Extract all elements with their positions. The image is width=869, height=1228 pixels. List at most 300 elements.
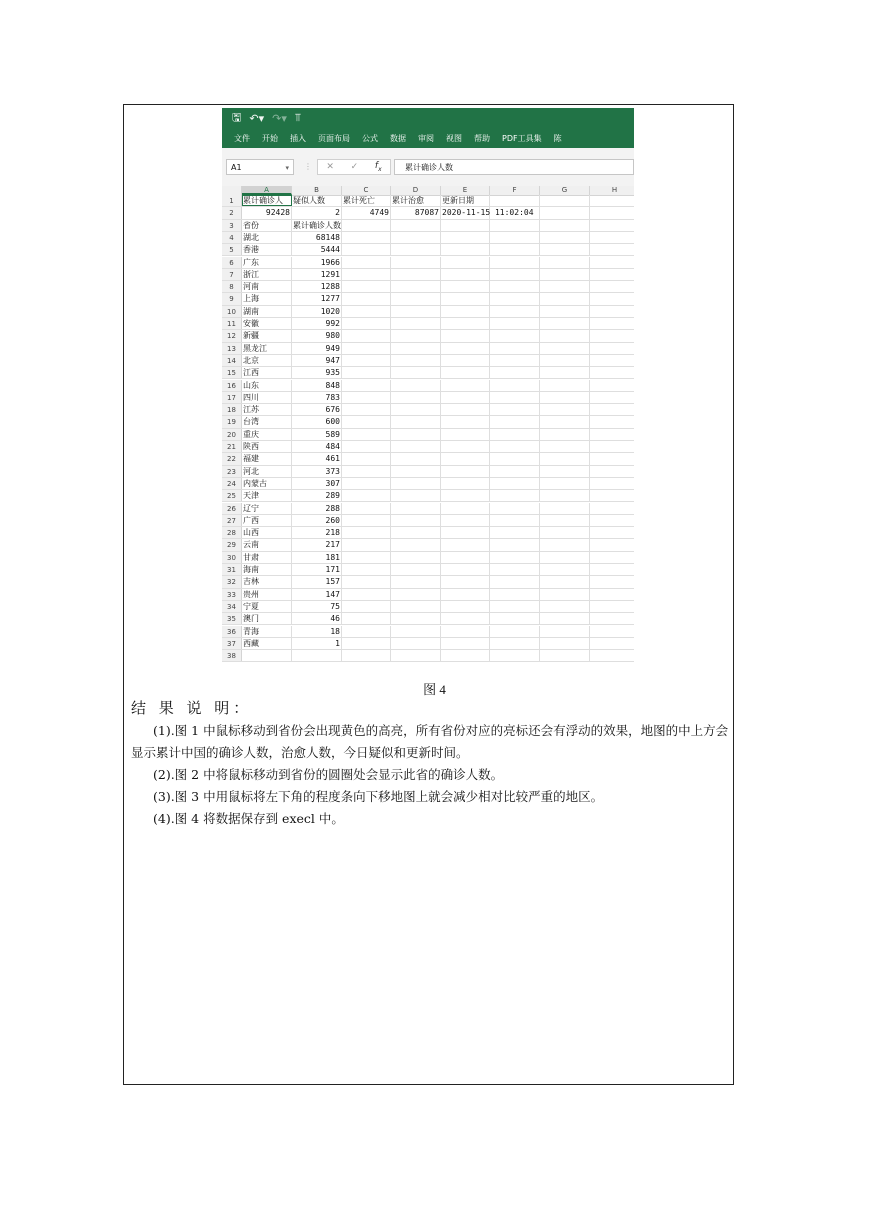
- table-cell[interactable]: [441, 318, 490, 329]
- table-cell[interactable]: [342, 527, 391, 538]
- table-cell[interactable]: [590, 429, 634, 440]
- table-cell[interactable]: [540, 367, 590, 378]
- table-cell[interactable]: 累计治愈: [391, 195, 441, 206]
- ribbon-tab[interactable]: PDF工具集: [502, 133, 542, 143]
- table-cell[interactable]: 山东: [242, 380, 292, 391]
- table-cell[interactable]: [590, 232, 634, 243]
- table-cell[interactable]: 福建: [242, 453, 292, 464]
- table-cell[interactable]: [441, 564, 490, 575]
- row-number[interactable]: 35: [222, 613, 242, 624]
- table-cell[interactable]: [490, 367, 540, 378]
- table-cell[interactable]: [590, 195, 634, 206]
- column-header[interactable]: C: [342, 186, 391, 195]
- table-cell[interactable]: 河北: [242, 466, 292, 477]
- table-cell[interactable]: 288: [292, 503, 342, 514]
- table-cell[interactable]: [540, 539, 590, 550]
- table-cell[interactable]: 云南: [242, 539, 292, 550]
- table-cell[interactable]: [441, 281, 490, 292]
- table-cell[interactable]: [490, 576, 540, 587]
- table-cell[interactable]: 重庆: [242, 429, 292, 440]
- table-cell[interactable]: [590, 478, 634, 489]
- table-cell[interactable]: [540, 392, 590, 403]
- row-number[interactable]: 3: [222, 220, 242, 231]
- table-cell[interactable]: 北京: [242, 355, 292, 366]
- table-cell[interactable]: [540, 293, 590, 304]
- table-cell[interactable]: [540, 503, 590, 514]
- table-cell[interactable]: [342, 589, 391, 600]
- row-number[interactable]: 22: [222, 453, 242, 464]
- table-cell[interactable]: 289: [292, 490, 342, 501]
- table-cell[interactable]: 147: [292, 589, 342, 600]
- row-number[interactable]: 12: [222, 330, 242, 341]
- table-cell[interactable]: [540, 453, 590, 464]
- table-cell[interactable]: 上海: [242, 293, 292, 304]
- table-cell[interactable]: 1966: [292, 257, 342, 268]
- table-cell[interactable]: [342, 343, 391, 354]
- table-cell[interactable]: 累计确诊人: [242, 195, 292, 206]
- table-cell[interactable]: [490, 601, 540, 612]
- table-cell[interactable]: [342, 232, 391, 243]
- table-cell[interactable]: [441, 367, 490, 378]
- table-cell[interactable]: [342, 441, 391, 452]
- table-cell[interactable]: [391, 293, 441, 304]
- table-cell[interactable]: [590, 392, 634, 403]
- table-cell[interactable]: [342, 552, 391, 563]
- table-cell[interactable]: [441, 429, 490, 440]
- table-cell[interactable]: 461: [292, 453, 342, 464]
- table-cell[interactable]: [540, 330, 590, 341]
- table-cell[interactable]: 2: [292, 207, 342, 218]
- table-cell[interactable]: 天津: [242, 490, 292, 501]
- table-cell[interactable]: [590, 466, 634, 477]
- table-cell[interactable]: [441, 330, 490, 341]
- row-number[interactable]: 29: [222, 539, 242, 550]
- row-number[interactable]: 33: [222, 589, 242, 600]
- table-cell[interactable]: [391, 539, 441, 550]
- column-header[interactable]: E: [441, 186, 490, 195]
- table-cell[interactable]: [342, 306, 391, 317]
- table-cell[interactable]: [342, 244, 391, 255]
- table-cell[interactable]: [342, 281, 391, 292]
- table-cell[interactable]: [590, 503, 634, 514]
- table-cell[interactable]: [490, 232, 540, 243]
- table-cell[interactable]: [590, 207, 634, 218]
- table-cell[interactable]: [342, 490, 391, 501]
- table-cell[interactable]: [590, 552, 634, 563]
- table-cell[interactable]: [342, 539, 391, 550]
- table-cell[interactable]: [342, 453, 391, 464]
- table-cell[interactable]: [441, 404, 490, 415]
- table-cell[interactable]: [590, 650, 634, 661]
- table-cell[interactable]: [391, 416, 441, 427]
- table-cell[interactable]: 江苏: [242, 404, 292, 415]
- table-cell[interactable]: 青海: [242, 626, 292, 637]
- table-cell[interactable]: 992: [292, 318, 342, 329]
- row-number[interactable]: 30: [222, 552, 242, 563]
- table-cell[interactable]: [490, 589, 540, 600]
- table-cell[interactable]: 75: [292, 601, 342, 612]
- table-cell[interactable]: [342, 650, 391, 661]
- table-cell[interactable]: [590, 613, 634, 624]
- table-cell[interactable]: [391, 601, 441, 612]
- table-cell[interactable]: [590, 318, 634, 329]
- row-number[interactable]: 21: [222, 441, 242, 452]
- table-cell[interactable]: [490, 466, 540, 477]
- table-cell[interactable]: [490, 355, 540, 366]
- table-cell[interactable]: [540, 306, 590, 317]
- table-cell[interactable]: [441, 626, 490, 637]
- table-cell[interactable]: 676: [292, 404, 342, 415]
- table-cell[interactable]: [391, 576, 441, 587]
- customize-toolbar-icon[interactable]: ⫪: [294, 111, 302, 124]
- table-cell[interactable]: 台湾: [242, 416, 292, 427]
- redo-icon[interactable]: ↷▾: [272, 111, 287, 125]
- table-cell[interactable]: [590, 564, 634, 575]
- table-cell[interactable]: [342, 392, 391, 403]
- table-cell[interactable]: [590, 638, 634, 649]
- table-cell[interactable]: [391, 343, 441, 354]
- table-cell[interactable]: [391, 330, 441, 341]
- table-cell[interactable]: [490, 220, 540, 231]
- table-cell[interactable]: 68148: [292, 232, 342, 243]
- table-cell[interactable]: [590, 527, 634, 538]
- ribbon-tab[interactable]: 插入: [290, 133, 306, 143]
- ribbon-tab[interactable]: 文件: [234, 133, 250, 143]
- table-cell[interactable]: [490, 638, 540, 649]
- table-cell[interactable]: [590, 490, 634, 501]
- table-cell[interactable]: 海南: [242, 564, 292, 575]
- table-cell[interactable]: [590, 293, 634, 304]
- table-cell[interactable]: [540, 589, 590, 600]
- table-cell[interactable]: [540, 564, 590, 575]
- table-cell[interactable]: [441, 539, 490, 550]
- table-cell[interactable]: [342, 601, 391, 612]
- row-number[interactable]: 16: [222, 380, 242, 391]
- table-cell[interactable]: [391, 466, 441, 477]
- table-cell[interactable]: [391, 515, 441, 526]
- table-cell[interactable]: [490, 416, 540, 427]
- table-cell[interactable]: 181: [292, 552, 342, 563]
- table-cell[interactable]: [342, 269, 391, 280]
- table-cell[interactable]: 江西: [242, 367, 292, 378]
- table-cell[interactable]: [441, 601, 490, 612]
- table-cell[interactable]: 980: [292, 330, 342, 341]
- table-cell[interactable]: [540, 515, 590, 526]
- table-cell[interactable]: [441, 478, 490, 489]
- table-cell[interactable]: [590, 626, 634, 637]
- table-cell[interactable]: [441, 453, 490, 464]
- table-cell[interactable]: [342, 220, 391, 231]
- table-cell[interactable]: 217: [292, 539, 342, 550]
- table-cell[interactable]: [590, 539, 634, 550]
- table-cell[interactable]: [540, 466, 590, 477]
- table-cell[interactable]: [490, 195, 540, 206]
- table-cell[interactable]: 484: [292, 441, 342, 452]
- table-cell[interactable]: 香港: [242, 244, 292, 255]
- table-cell[interactable]: [590, 220, 634, 231]
- table-cell[interactable]: 157: [292, 576, 342, 587]
- table-cell[interactable]: [540, 207, 590, 218]
- table-cell[interactable]: [391, 527, 441, 538]
- table-cell[interactable]: 1291: [292, 269, 342, 280]
- table-cell[interactable]: [490, 293, 540, 304]
- table-cell[interactable]: [540, 281, 590, 292]
- table-cell[interactable]: [391, 503, 441, 514]
- row-number[interactable]: 11: [222, 318, 242, 329]
- table-cell[interactable]: [441, 269, 490, 280]
- table-cell[interactable]: [590, 601, 634, 612]
- table-cell[interactable]: [391, 367, 441, 378]
- table-cell[interactable]: 西藏: [242, 638, 292, 649]
- table-cell[interactable]: [391, 392, 441, 403]
- row-number[interactable]: 13: [222, 343, 242, 354]
- row-number[interactable]: 10: [222, 306, 242, 317]
- table-cell[interactable]: 600: [292, 416, 342, 427]
- ribbon-tab[interactable]: 视图: [446, 133, 462, 143]
- table-cell[interactable]: [441, 392, 490, 403]
- row-number[interactable]: 26: [222, 503, 242, 514]
- column-header[interactable]: H: [590, 186, 634, 195]
- row-number[interactable]: 9: [222, 293, 242, 304]
- ribbon-tab[interactable]: 审阅: [418, 133, 434, 143]
- table-cell[interactable]: [490, 527, 540, 538]
- table-cell[interactable]: [540, 441, 590, 452]
- table-cell[interactable]: 贵州: [242, 589, 292, 600]
- table-cell[interactable]: [540, 576, 590, 587]
- table-cell[interactable]: 累计死亡: [342, 195, 391, 206]
- table-cell[interactable]: [490, 441, 540, 452]
- table-cell[interactable]: 260: [292, 515, 342, 526]
- table-cell[interactable]: [490, 626, 540, 637]
- table-cell[interactable]: [540, 478, 590, 489]
- table-cell[interactable]: [540, 613, 590, 624]
- table-cell[interactable]: [391, 441, 441, 452]
- table-cell[interactable]: [590, 416, 634, 427]
- table-cell[interactable]: [540, 416, 590, 427]
- column-header[interactable]: F: [490, 186, 540, 195]
- table-cell[interactable]: [590, 281, 634, 292]
- table-cell[interactable]: 18: [292, 626, 342, 637]
- table-cell[interactable]: [490, 552, 540, 563]
- table-cell[interactable]: 848: [292, 380, 342, 391]
- table-cell[interactable]: [540, 380, 590, 391]
- table-cell[interactable]: [490, 257, 540, 268]
- row-number[interactable]: 15: [222, 367, 242, 378]
- table-cell[interactable]: [441, 650, 490, 661]
- table-cell[interactable]: [391, 244, 441, 255]
- ribbon-tab[interactable]: 开始: [262, 133, 278, 143]
- table-cell[interactable]: 广东: [242, 257, 292, 268]
- table-cell[interactable]: [590, 269, 634, 280]
- table-cell[interactable]: [490, 650, 540, 661]
- table-cell[interactable]: [490, 343, 540, 354]
- table-cell[interactable]: [391, 380, 441, 391]
- table-cell[interactable]: [590, 404, 634, 415]
- table-cell[interactable]: [342, 515, 391, 526]
- table-cell[interactable]: [490, 429, 540, 440]
- table-cell[interactable]: [391, 613, 441, 624]
- row-number[interactable]: 27: [222, 515, 242, 526]
- table-cell[interactable]: [540, 638, 590, 649]
- row-number[interactable]: 17: [222, 392, 242, 403]
- row-number[interactable]: 8: [222, 281, 242, 292]
- undo-icon[interactable]: ↶▾: [249, 111, 265, 125]
- table-cell[interactable]: 辽宁: [242, 503, 292, 514]
- column-header[interactable]: A: [242, 186, 292, 195]
- table-cell[interactable]: [441, 380, 490, 391]
- table-cell[interactable]: [490, 306, 540, 317]
- table-cell[interactable]: [540, 601, 590, 612]
- table-cell[interactable]: [391, 429, 441, 440]
- table-cell[interactable]: [590, 355, 634, 366]
- table-cell[interactable]: [391, 638, 441, 649]
- table-cell[interactable]: 吉林: [242, 576, 292, 587]
- table-cell[interactable]: [342, 330, 391, 341]
- table-cell[interactable]: [391, 306, 441, 317]
- table-cell[interactable]: 累计确诊人数: [293, 220, 341, 230]
- row-number[interactable]: 6: [222, 257, 242, 268]
- table-cell[interactable]: 澳门: [242, 613, 292, 624]
- table-cell[interactable]: [441, 490, 490, 501]
- table-cell[interactable]: [490, 244, 540, 255]
- table-cell[interactable]: 1277: [292, 293, 342, 304]
- table-cell[interactable]: 宁夏: [242, 601, 292, 612]
- table-cell[interactable]: 省份: [242, 220, 292, 231]
- table-cell[interactable]: [490, 392, 540, 403]
- table-cell[interactable]: [540, 244, 590, 255]
- table-cell[interactable]: [490, 515, 540, 526]
- table-cell[interactable]: [391, 281, 441, 292]
- table-cell[interactable]: [342, 466, 391, 477]
- row-number[interactable]: 38: [222, 650, 242, 661]
- name-box[interactable]: A1 ▾: [226, 159, 294, 175]
- table-cell[interactable]: [441, 355, 490, 366]
- table-cell[interactable]: [490, 503, 540, 514]
- table-cell[interactable]: [441, 244, 490, 255]
- table-cell[interactable]: [590, 367, 634, 378]
- row-number[interactable]: 24: [222, 478, 242, 489]
- table-cell[interactable]: [490, 453, 540, 464]
- table-cell[interactable]: 783: [292, 392, 342, 403]
- table-cell[interactable]: [342, 404, 391, 415]
- table-cell[interactable]: [441, 466, 490, 477]
- table-cell[interactable]: [490, 564, 540, 575]
- table-cell[interactable]: 甘肃: [242, 552, 292, 563]
- table-cell[interactable]: [590, 330, 634, 341]
- table-cell[interactable]: [490, 318, 540, 329]
- table-cell[interactable]: [540, 626, 590, 637]
- table-cell[interactable]: 黑龙江: [242, 343, 292, 354]
- table-cell[interactable]: [441, 589, 490, 600]
- table-cell[interactable]: [590, 244, 634, 255]
- table-cell[interactable]: [342, 626, 391, 637]
- table-cell[interactable]: [540, 232, 590, 243]
- table-cell[interactable]: [490, 613, 540, 624]
- table-cell[interactable]: [391, 478, 441, 489]
- table-cell[interactable]: [590, 306, 634, 317]
- table-cell[interactable]: 373: [292, 466, 342, 477]
- table-cell[interactable]: 171: [292, 564, 342, 575]
- table-cell[interactable]: [391, 404, 441, 415]
- table-cell[interactable]: [441, 293, 490, 304]
- table-cell[interactable]: 安徽: [242, 318, 292, 329]
- table-cell[interactable]: [391, 589, 441, 600]
- row-number[interactable]: 32: [222, 576, 242, 587]
- table-cell[interactable]: [342, 380, 391, 391]
- table-cell[interactable]: [342, 478, 391, 489]
- table-cell[interactable]: [441, 527, 490, 538]
- confirm-icon[interactable]: ✓: [350, 162, 359, 172]
- table-cell[interactable]: [391, 232, 441, 243]
- table-cell[interactable]: 5444: [292, 244, 342, 255]
- table-cell[interactable]: 1: [292, 638, 342, 649]
- table-cell[interactable]: 1288: [292, 281, 342, 292]
- table-cell[interactable]: [590, 441, 634, 452]
- table-cell[interactable]: [490, 330, 540, 341]
- table-cell[interactable]: [441, 441, 490, 452]
- table-cell[interactable]: [391, 257, 441, 268]
- formula-input[interactable]: 累计确诊人数: [394, 159, 634, 175]
- table-cell[interactable]: [490, 478, 540, 489]
- row-number[interactable]: 28: [222, 527, 242, 538]
- table-cell[interactable]: [391, 220, 441, 231]
- table-cell[interactable]: [342, 503, 391, 514]
- table-cell[interactable]: [540, 343, 590, 354]
- table-cell[interactable]: [540, 257, 590, 268]
- table-cell[interactable]: [342, 355, 391, 366]
- table-cell[interactable]: [590, 515, 634, 526]
- row-number[interactable]: 37: [222, 638, 242, 649]
- table-cell[interactable]: [490, 281, 540, 292]
- row-number[interactable]: 5: [222, 244, 242, 255]
- table-cell[interactable]: [441, 503, 490, 514]
- table-cell[interactable]: [540, 429, 590, 440]
- table-cell[interactable]: 疑似人数: [292, 195, 342, 206]
- table-cell[interactable]: [540, 269, 590, 280]
- table-cell[interactable]: 87087: [391, 207, 441, 218]
- table-cell[interactable]: 内蒙古: [242, 478, 292, 489]
- column-header[interactable]: B: [292, 186, 342, 195]
- table-cell[interactable]: [540, 650, 590, 661]
- table-cell[interactable]: [540, 355, 590, 366]
- table-cell[interactable]: [391, 318, 441, 329]
- table-cell[interactable]: [441, 232, 490, 243]
- table-cell[interactable]: 陕西: [242, 441, 292, 452]
- column-header[interactable]: G: [540, 186, 590, 195]
- ribbon-tab[interactable]: 页面布局: [318, 133, 350, 143]
- table-cell[interactable]: [342, 293, 391, 304]
- table-cell[interactable]: [590, 343, 634, 354]
- table-cell[interactable]: [590, 576, 634, 587]
- table-cell[interactable]: [342, 367, 391, 378]
- table-cell[interactable]: [441, 416, 490, 427]
- table-cell[interactable]: [540, 490, 590, 501]
- table-cell[interactable]: 4749: [342, 207, 391, 218]
- ribbon-tab[interactable]: 帮助: [474, 133, 490, 143]
- table-cell[interactable]: 589: [292, 429, 342, 440]
- table-cell[interactable]: [540, 552, 590, 563]
- table-cell[interactable]: 湖南: [242, 306, 292, 317]
- table-cell[interactable]: 935: [292, 367, 342, 378]
- table-cell[interactable]: 新疆: [242, 330, 292, 341]
- table-cell[interactable]: 湖北: [242, 232, 292, 243]
- select-all-corner[interactable]: [222, 186, 242, 195]
- table-cell[interactable]: [342, 613, 391, 624]
- table-cell[interactable]: [490, 404, 540, 415]
- table-cell[interactable]: [441, 343, 490, 354]
- table-cell[interactable]: [342, 257, 391, 268]
- row-number[interactable]: 36: [222, 626, 242, 637]
